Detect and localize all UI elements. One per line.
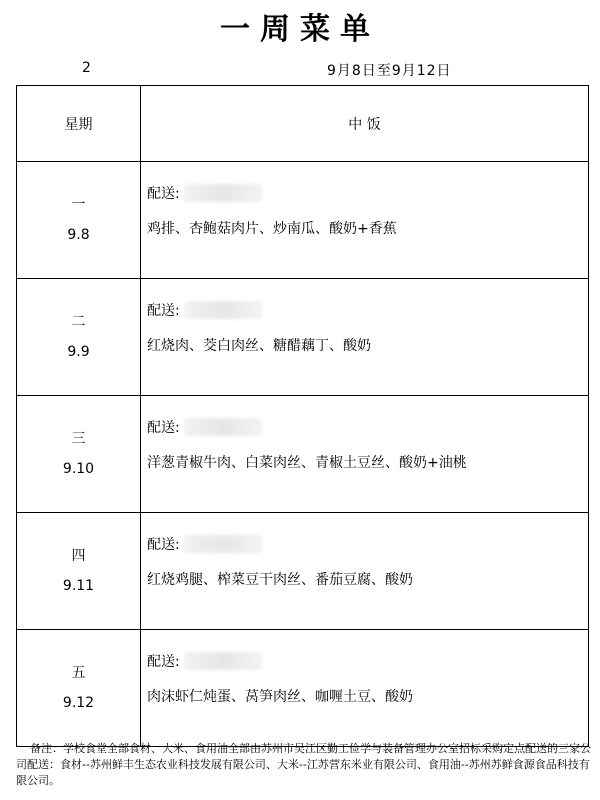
- lunch-cell: [141, 162, 589, 279]
- day-name: 五: [71, 665, 86, 681]
- redacted-supplier: [184, 184, 262, 202]
- table-row: [17, 396, 589, 513]
- delivery-label: 配送:: [147, 420, 180, 436]
- footnote: 备注：学校食堂全部食材、大米、食用油全部由苏州市吴江区勤工俭学与装备管理办公室招标采购定点配送的三家公司配送：食材--苏州鲜丰生态农业科技发展有限公司、大米--江苏营东米业有限公司、食用油--苏州苏鲜食源食品科技有限公司。: [16, 742, 591, 787]
- lunch-cell: [141, 396, 589, 513]
- day-cell: [17, 513, 141, 630]
- day-cell: [17, 162, 141, 279]
- header-lunch: 中 饭: [141, 86, 589, 162]
- day-cell: [17, 396, 141, 513]
- dishes: 红烧肉、茭白肉丝、糖醋藕丁、酸奶: [147, 338, 371, 354]
- delivery-label: 配送:: [147, 654, 180, 670]
- dishes: 鸡排、杏鲍菇肉片、炒南瓜、酸奶+香蕉: [147, 221, 397, 237]
- delivery-label: 配送:: [147, 186, 180, 202]
- lunch-cell: [141, 279, 589, 396]
- header-day: 星期: [17, 86, 141, 162]
- delivery-line: [147, 650, 588, 672]
- dishes: 红烧鸡腿、榨菜豆干肉丝、番茄豆腐、酸奶: [147, 572, 413, 588]
- day-cell: [17, 279, 141, 396]
- table-row: [17, 630, 589, 747]
- table-row: [17, 513, 589, 630]
- day-date: 9.9: [67, 344, 90, 360]
- day-date: 9.8: [67, 227, 90, 243]
- dishes: 洋葱青椒牛肉、白菜肉丝、青椒土豆丝、酸奶+油桃: [147, 455, 467, 471]
- day-date: 9.12: [62, 695, 95, 711]
- redacted-supplier: [184, 652, 262, 670]
- day-name: 四: [71, 548, 86, 564]
- week-number: 2: [82, 60, 91, 76]
- day-name: 二: [71, 314, 86, 330]
- redacted-supplier: [184, 535, 262, 553]
- day-cell: [17, 630, 141, 747]
- lunch-cell: [141, 630, 589, 747]
- delivery-line: [147, 533, 588, 555]
- delivery-line: [147, 416, 588, 438]
- header-row: [17, 86, 589, 162]
- menu-table: [16, 85, 589, 747]
- table-row: [17, 162, 589, 279]
- dishes: 肉沫虾仁炖蛋、莴笋肉丝、咖喱土豆、酸奶: [147, 689, 413, 705]
- table-row: [17, 279, 589, 396]
- delivery-label: 配送:: [147, 303, 180, 319]
- date-range: 9月8日至9月12日: [327, 63, 452, 79]
- day-name: 一: [71, 197, 86, 213]
- delivery-label: 配送:: [147, 537, 180, 553]
- redacted-supplier: [184, 418, 262, 436]
- day-date: 9.10: [62, 461, 95, 477]
- lunch-cell: [141, 513, 589, 630]
- redacted-supplier: [184, 301, 262, 319]
- day-name: 三: [71, 431, 86, 447]
- delivery-line: [147, 182, 588, 204]
- delivery-line: [147, 299, 588, 321]
- day-date: 9.11: [62, 578, 95, 594]
- page-title: 一周菜单: [220, 12, 380, 47]
